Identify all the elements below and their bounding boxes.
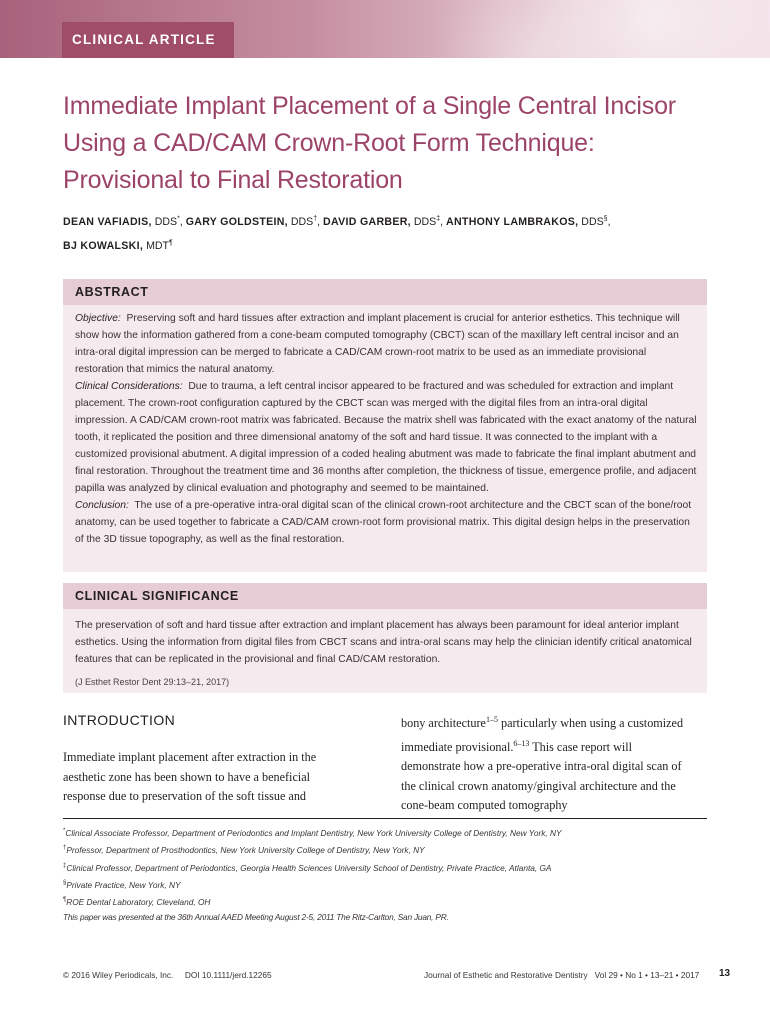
- footnote: *Clinical Associate Professor, Department of Periodontics and Implant Dentistry, New York University College of Dentistry, New York, NY: [63, 827, 562, 838]
- significance-body: [63, 609, 707, 699]
- author: DEAN VAFIADIS, DDS*,: [63, 215, 186, 228]
- intro-column-right: [401, 710, 693, 816]
- clinical-label: Clinical Considerations:: [75, 381, 183, 392]
- intro-paragraph-continued: bony architecture$^{1-5}$ particularly when using a customized immediate provisional.$^{6-13}$ This case report will demonstrate how a pre-operative intra-oral digital scan of the clinical crown anatomy/gingival architecture and the cone-beam computed tomography: [401, 715, 684, 813]
- header-banner: [0, 0, 770, 58]
- footnote: †Professor, Department of Prosthodontics, New York University College of Dentistry, New York, NY: [63, 845, 425, 856]
- reference-link[interactable]: 1–5: [485, 715, 498, 724]
- footnote: ‡Clinical Professor, Department of Periodontics, Georgia Health Sciences University School of Dentistry, Private Practice, Atlanta, GA: [63, 862, 552, 873]
- footnote: §Private Practice, New York, NY: [63, 879, 181, 890]
- abstract-clinical: Clinical Considerations: Due to trauma, a left central incisor appeared to be fractured and was scheduled for extraction and implant placement. The crown-root configuration captured by the CBCT scan was merged with the digital files from an intra-oral digital impression. A CAD/CAM crown-root matrix was fabricated. Because the matrix shell was fabricated with the exact anatomy of the natural tooth, it replicated the position and three dimensional anatomy of the soft and hard tissue. It was connected to the implant with a customized provisional abutment. A digital impression of a coded healing abutment was made to fabricate the final implant abutment and final restoration. Throughout the treatment time and 36 months after completion, the thickness of tissue, emergence profile, and adjacent papilla was analyzed by clinical evaluation and photography and seemed to be maintained.: [75, 381, 697, 494]
- significance-text: The preservation of soft and hard tissue after extraction and implant placement has always been paramount for ideal anterior implant esthetics. Using the information from digital files from CBCT scans and intra-oral scans may help the clinician identify critical anatomical features that can be replicated in the provisional and final CAD/CAM restoration.: [75, 620, 692, 665]
- abstract-body: [63, 305, 707, 556]
- author-affiliations: [63, 824, 723, 926]
- abstract-box: [63, 279, 707, 572]
- title-line-2: Using a CAD/CAM Crown-Root Form Technique:: [63, 129, 595, 157]
- author: GARY GOLDSTEIN, DDS†,: [185, 215, 324, 228]
- author: BJ KOWALSKI, MDT¶: [63, 239, 173, 253]
- significance-box: [63, 583, 707, 693]
- author-list: [63, 208, 723, 257]
- title-line-1: Immediate Implant Placement of a Single Central Incisor: [63, 92, 676, 120]
- author: ANTHONY LAMBRAKOS, DDS§,: [446, 215, 611, 228]
- article-title: [63, 88, 723, 199]
- intro-column-left: [63, 710, 355, 807]
- article-type-tab: [62, 22, 234, 58]
- title-line-3: Provisional to Final Restoration: [63, 166, 403, 194]
- journal-citation: (J Esthet Restor Dent 29:13–21, 2017): [75, 677, 230, 687]
- conclusion-label: Conclusion:: [75, 500, 129, 511]
- page-number: 13: [719, 968, 731, 979]
- footnote: This paper was presented at the 36th Annual AAED Meeting August 2-5, 2011 The Ritz-Carlton, San Juan, PR.: [63, 912, 449, 923]
- intro-paragraph: Immediate implant placement after extraction in the aesthetic zone has been shown to have a beneficial response due to preservation of the soft tissue and: [63, 750, 317, 803]
- intro-heading: INTRODUCTION: [63, 712, 176, 728]
- footnote-divider: [63, 818, 707, 819]
- significance-heading: CLINICAL SIGNIFICANCE: [63, 583, 707, 609]
- article-type-label: CLINICAL ARTICLE: [72, 32, 216, 47]
- copyright-doi: © 2016 Wiley Periodicals, Inc. DOI 10.1111/jerd.12265: [63, 970, 272, 980]
- abstract-conclusion: Conclusion: The use of a pre-operative intra-oral digital scan of the clinical crown-root architecture and the CBCT scan of the bone/root anatomy, can be used together to fabricate a CAD/CAM crown-root form provisional matrix. This digital design helps in the preservation of the 3D tissue topography, as well as the final restoration.: [75, 500, 692, 545]
- journal-info: Journal of Esthetic and Restorative Dentistry Vol 29 • No 1 • 13–21 • 2017: [424, 970, 700, 980]
- abstract-heading: ABSTRACT: [63, 279, 707, 305]
- footnote: ¶ROE Dental Laboratory, Cleveland, OH: [63, 896, 211, 907]
- objective-label: Objective:: [75, 313, 121, 324]
- author: DAVID GARBER, DDS‡,: [323, 215, 447, 228]
- banner-decoration: [370, 0, 770, 58]
- reference-link[interactable]: 6–13: [513, 738, 530, 748]
- abstract-objective: Objective: Preserving soft and hard tissues after extraction and implant placement is crucial for anterior esthetics. This technique will show how the information gathered from a cone-beam computed tomography (CBCT) scan of the maxillary left central incisor and an intra-oral digital impression can be merged to fabricate a CAD/CAM crown-root matrix to be used as an immediate provisional restoration that mimics the natural anatomy.: [75, 313, 680, 375]
